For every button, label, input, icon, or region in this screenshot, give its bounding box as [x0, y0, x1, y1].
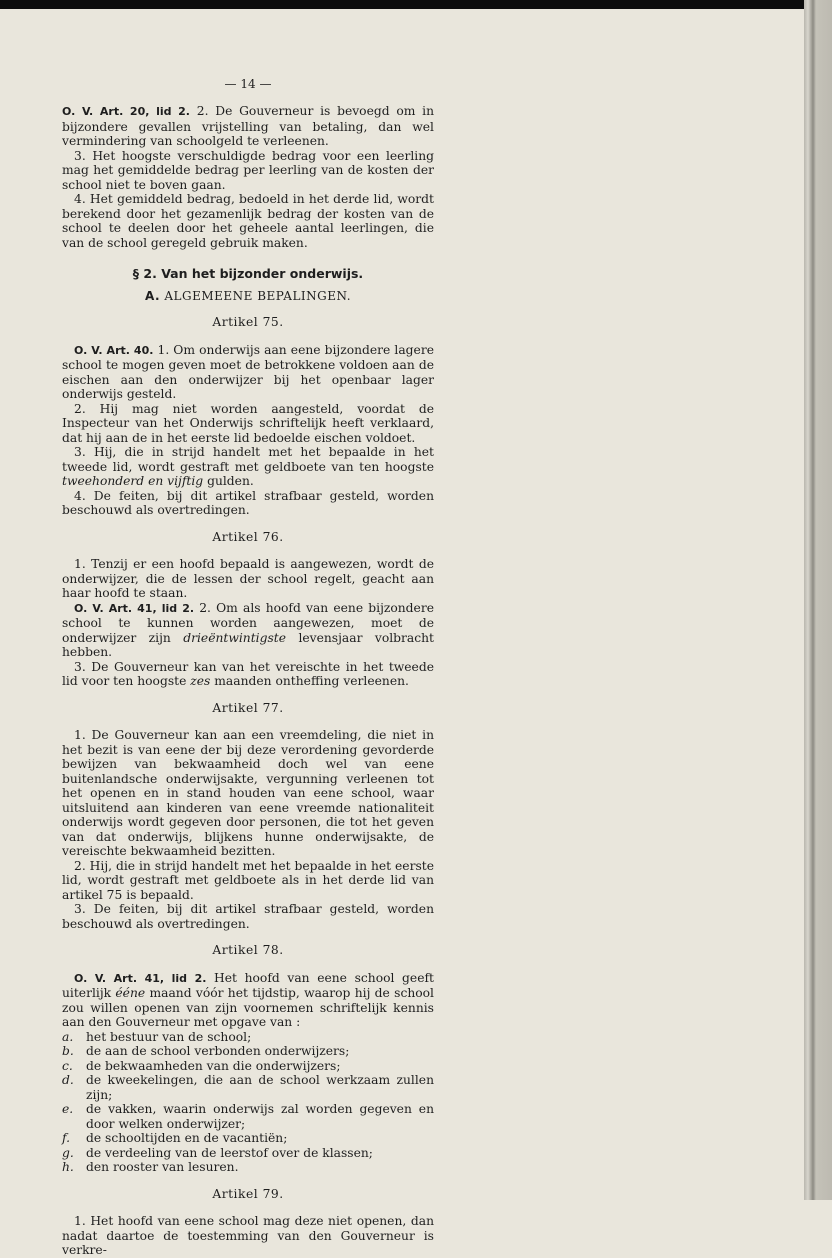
article-76-paragraph-3: 3. De Gouverneur kan van het vereischte in het tweede lid voor ten hoogste zes maanden ontheffing verleenen.	[62, 659, 434, 688]
article-77-paragraph-2: 2. Hij, die in strijd handelt met het bepaalde in het eerste lid, wordt gestraft met geldboete als in het derde lid van artikel 75 is bepaald.	[62, 858, 434, 902]
ordinance-reference: O. V. Art. 40.	[74, 343, 154, 357]
scan-right-edge	[804, 0, 832, 1200]
article-78-paragraph: O. V. Art. 41, lid 2. Het hoofd van eene school geeft uiterlijk ééne maand vóór het tijdstip, waarop hij de school zou willen openen van zijn voornemen schriftelijk kennis aan den Gouverneur met opgave van :	[62, 970, 434, 1029]
article-76-paragraph-2: O. V. Art. 41, lid 2. 2. Om als hoofd van eene bijzondere school te kunnen worden aangewezen, moet de onderwijzer zijn drieëntwintigste levensjaar volbracht hebben.	[62, 600, 434, 659]
article-75-paragraph-3: 3. Hij, die in strijd handelt met het bepaalde in het tweede lid, wordt gestraft met geldboete van ten hoogste tweehonderd en vijftig gulden.	[62, 445, 434, 488]
ordinance-reference: O. V. Art. 20, lid 2.	[62, 105, 190, 118]
article-75-paragraph-1: O. V. Art. 40. 1. Om onderwijs aan eene bijzondere lagere school te mogen geven moet de betrokkene voldoen aan de eischen aan den onderwijzer bij het openbaar lager onderwijs gesteld.	[62, 342, 434, 401]
article-77-paragraph-1: 1. De Gouverneur kan aan een vreemdeling, die niet in het bezit is van eene der bij deze verordening gevorderde bewijzen van bekwaamheid doch wel van eene buitenlandsche onderwijsakte, vergunning verleenen tot het openen en in stand houden van eene school, waar uitsluitend aan kinderen van eene vreemde nationaliteit onderwijs wordt gegeven door personen, die tot het geven van dat onderwijs, blijkens hunne onderwijsakte, de vereischte bekwaamheid bezitten.	[62, 728, 434, 858]
article-79-heading: Artikel 79.	[212, 1186, 284, 1201]
ordinance-reference: O. V. Art. 41, lid 2.	[74, 971, 207, 985]
page-body	[62, 104, 434, 1258]
list-item: d. de kweekelingen, die aan de school werkzaam zullen zijn;	[62, 1073, 434, 1102]
article-76-paragraph-1: 1. Tenzij er een hoofd bepaald is aangewezen, wordt de onderwijzer, die de lessen der school regelt, geacht aan haar hoofd te staan.	[62, 557, 434, 600]
intro-paragraph-2: O. V. Art. 20, lid 2. 2. De Gouverneur is bevoegd om in bijzondere gevallen vrijstelling van betaling, dan wel vermindering van schoolgeld te verleenen.	[62, 104, 434, 148]
article-77-paragraph-3: 3. De feiten, bij dit artikel strafbaar gesteld, worden beschouwd als overtredingen.	[62, 902, 434, 931]
list-item: b. de aan de school verbonden onderwijzers;	[62, 1044, 350, 1058]
article-76-heading: Artikel 76.	[212, 529, 284, 544]
article-75-heading: Artikel 75.	[212, 315, 284, 329]
list-item: a. het bestuur van de school;	[62, 1029, 252, 1044]
document-page	[62, 9, 434, 1257]
list-item: h. den rooster van lesuren.	[62, 1160, 239, 1174]
intro-paragraph-4: 4. Het gemiddeld bedrag, bedoeld in het derde lid, wordt berekend door het gezamenlijk bedrag der kosten van de school te deelen door het geheele aantal leerlingen, die van de school geregeld gebruik maken.	[62, 192, 434, 250]
article-75-paragraph-4: 4. De feiten, bij dit artikel strafbaar gesteld, worden beschouwd als overtredingen.	[62, 488, 434, 517]
article-75-paragraph-2: 2. Hij mag niet worden aangesteld, voordat de Inspecteur van het Onderwijs schriftelijk heeft verklaard, dat hij aan de in het eerste lid bedoelde eischen voldoet.	[62, 401, 434, 445]
page-number: — 14 —	[224, 77, 272, 91]
list-item: e. de vakken, waarin onderwijs zal worden gegeven en door welken onderwijzer;	[62, 1102, 434, 1131]
list-item: g. de verdeeling van de leerstof over de klassen;	[62, 1145, 373, 1160]
ordinance-reference: O. V. Art. 41, lid 2.	[74, 601, 195, 615]
article-79-paragraph-1: 1. Het hoofd van eene school mag deze niet openen, dan nadat daartoe de toestemming van den Gouverneur is verkre-	[62, 1214, 434, 1257]
article-78-list	[62, 1030, 434, 1175]
list-item: f. de schooltijden en de vacantiën;	[62, 1131, 288, 1145]
section-title: § 2. Van het bijzonder onderwijs.	[132, 266, 364, 281]
list-item: c. de bekwaamheden van die onderwijzers;	[62, 1058, 341, 1073]
intro-paragraph-3: 3. Het hoogste verschuldigde bedrag voor een leerling mag het gemiddelde bedrag per leerling van de kosten der school niet te boven gaan.	[62, 148, 434, 192]
article-78-heading: Artikel 78.	[212, 943, 284, 957]
article-77-heading: Artikel 77.	[212, 700, 284, 715]
scan-top-border	[0, 0, 832, 9]
section-subtitle: A. ALGEMEENE BEPALINGEN.	[144, 288, 352, 303]
